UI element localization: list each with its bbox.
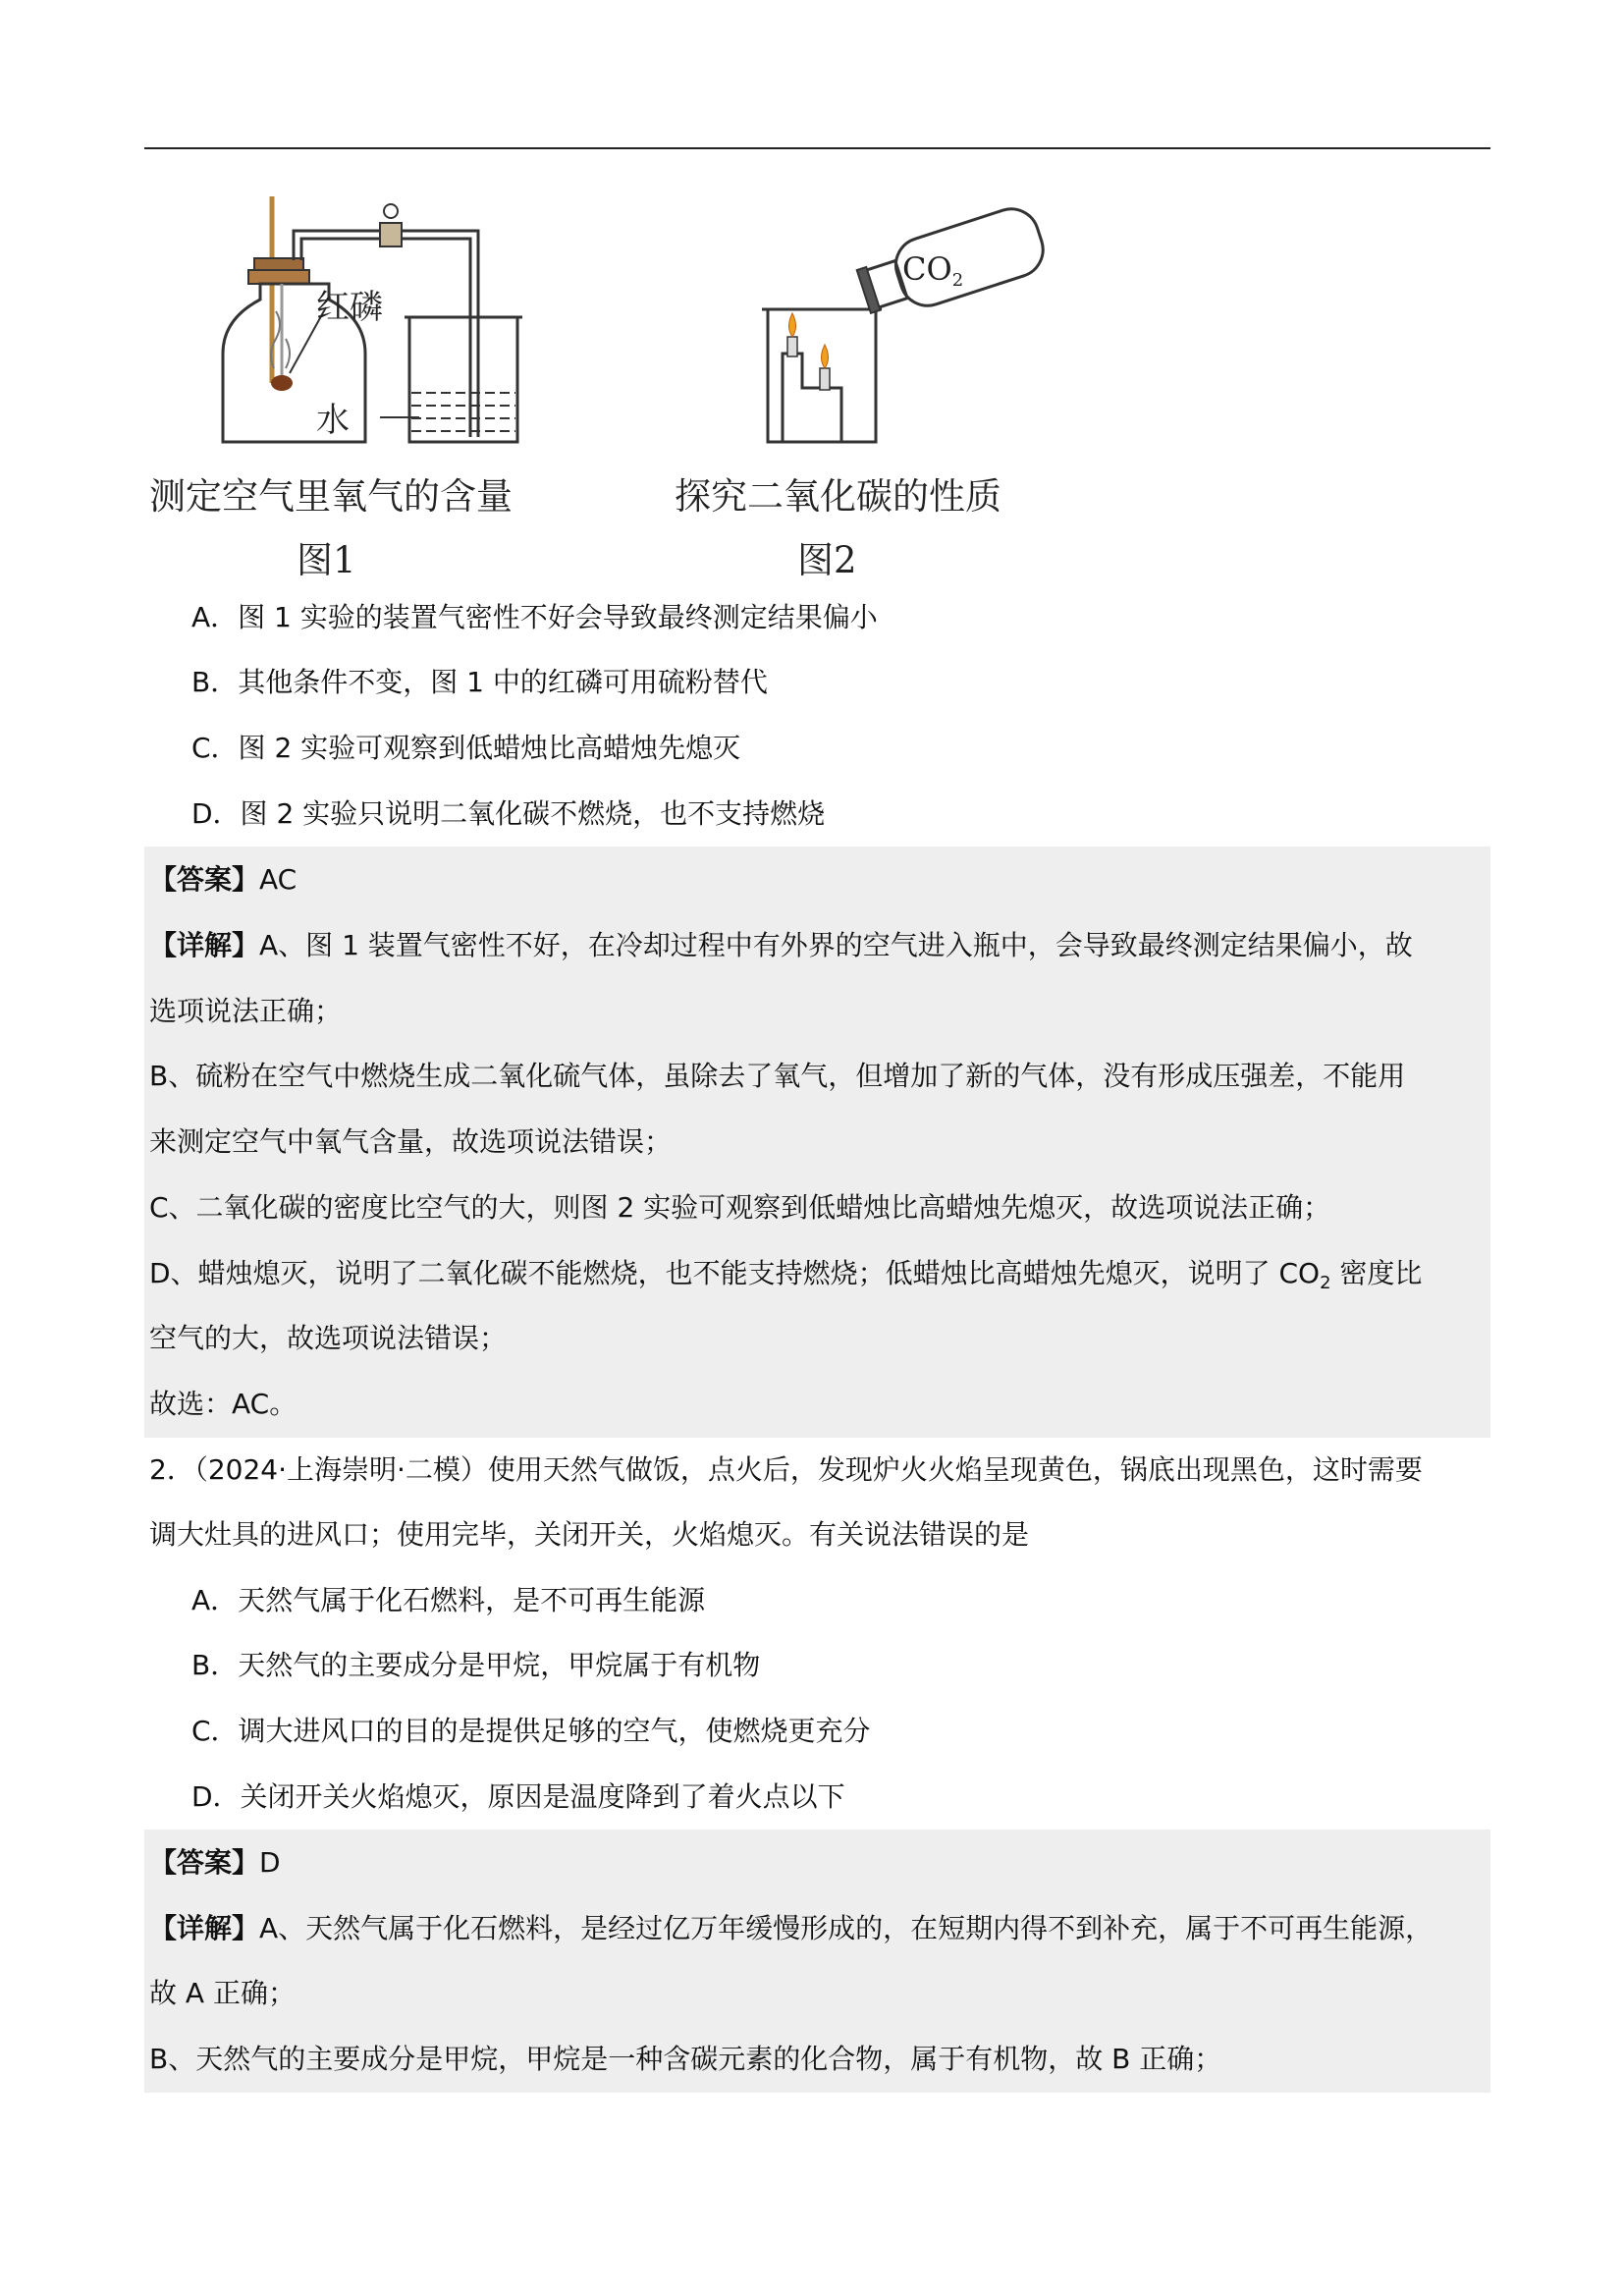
label-red-phosphorus: 红磷	[316, 288, 383, 327]
figure2-caption: 探究二氧化碳的性质	[675, 475, 1001, 518]
q1-option-a: A．图 1 实验的装置气密性不好会导致最终测定结果偏小	[191, 601, 878, 633]
q1-detail-line-2: 选项说法正确；	[149, 995, 343, 1027]
q2-detail-line-2: 故 A 正确；	[149, 1977, 296, 2009]
q1-detail-line-6	[149, 1252, 1422, 1305]
q1-detail-d-sub: 2	[1320, 1273, 1331, 1293]
q1-detail-line-1	[149, 924, 1413, 967]
label-co2-sub: 2	[951, 270, 964, 291]
label-co2-text: CO	[902, 250, 952, 288]
q2-detail-line-3: B、天然气的主要成分是甲烷，甲烷是一种含碳元素的化合物，属于有机物，故 B 正确；	[149, 2043, 1222, 2075]
q2-answer	[149, 1841, 281, 1885]
q1-answer	[149, 858, 297, 902]
q1-option-d: D．图 2 实验只说明二氧化碳不燃烧，也不支持燃烧	[191, 797, 826, 830]
figures	[144, 191, 1126, 584]
label-water: 水	[316, 401, 350, 440]
q1-detail-d-pre: D、蜡烛熄灭，说明了二氧化碳不能燃烧，也不能支持燃烧；低蜡烛比高蜡烛先熄灭，说明了 CO	[149, 1257, 1321, 1289]
figure1-caption: 测定空气里氧气的含量	[149, 475, 513, 518]
q2-detail-label: 【详解】	[149, 1912, 260, 1944]
q1-detail-label: 【详解】	[149, 929, 260, 961]
figure2-label: 图2	[797, 539, 857, 581]
q2-stem-line-2: 调大灶具的进风口；使用完毕，关闭开关，火焰熄灭。有关说法错误的是	[149, 1518, 1030, 1551]
q1-option-b: B．其他条件不变，图 1 中的红磷可用硫粉替代	[191, 666, 768, 698]
q1-answer-label: 【答案】	[149, 863, 260, 896]
q1-option-c: C．图 2 实验可观察到低蜡烛比高蜡烛先熄灭	[191, 732, 741, 764]
q2-answer-label: 【答案】	[149, 1846, 260, 1879]
q1-detail-line-3: B、硫粉在空气中燃烧生成二氧化硫气体，虽除去了氧气，但增加了新的气体，没有形成压强差，不能用	[149, 1060, 1406, 1092]
q1-detail-line-7: 空气的大，故选项说法错误；	[149, 1322, 508, 1354]
q1-detail-line-4: 来测定空气中氧气含量，故选项说法错误；	[149, 1125, 673, 1158]
q2-option-c: C．调大进风口的目的是提供足够的空气，使燃烧更充分	[191, 1715, 871, 1747]
q1-answer-value: AC	[259, 863, 298, 896]
q1-detail-d-post: 密度比	[1330, 1257, 1423, 1289]
q2-option-d: D．关闭开关火焰熄灭，原因是温度降到了着火点以下	[191, 1780, 845, 1813]
header-rule	[144, 147, 1490, 149]
figure1-diagram	[184, 191, 596, 457]
q2-answer-value: D	[259, 1846, 281, 1879]
label-co2	[902, 250, 963, 291]
figure1-label: 图1	[297, 539, 356, 581]
figure2-diagram	[748, 191, 1072, 457]
q1-detail-line-8: 故选：AC。	[149, 1388, 298, 1420]
q2-detail-text-1: A、天然气属于化石燃料，是经过亿万年缓慢形成的，在短期内得不到补充，属于不可再生能源，	[259, 1912, 1434, 1944]
q2-option-b: B．天然气的主要成分是甲烷，甲烷属于有机物	[191, 1649, 761, 1681]
q1-detail-text-1: A、图 1 装置气密性不好，在冷却过程中有外界的空气进入瓶中，会导致最终测定结果偏小，故	[259, 929, 1413, 961]
q2-detail-line-1	[149, 1907, 1433, 1950]
q2-option-a: A．天然气属于化石燃料，是不可再生能源	[191, 1584, 706, 1616]
q1-detail-line-5: C、二氧化碳的密度比空气的大，则图 2 实验可观察到低蜡烛比高蜡烛先熄灭，故选项说法正确；	[149, 1191, 1331, 1224]
q2-stem-line-1: 2．（2024·上海崇明·二模）使用天然气做饭，点火后，发现炉火火焰呈现黄色，锅底出现黑色，这时需要	[149, 1453, 1423, 1486]
